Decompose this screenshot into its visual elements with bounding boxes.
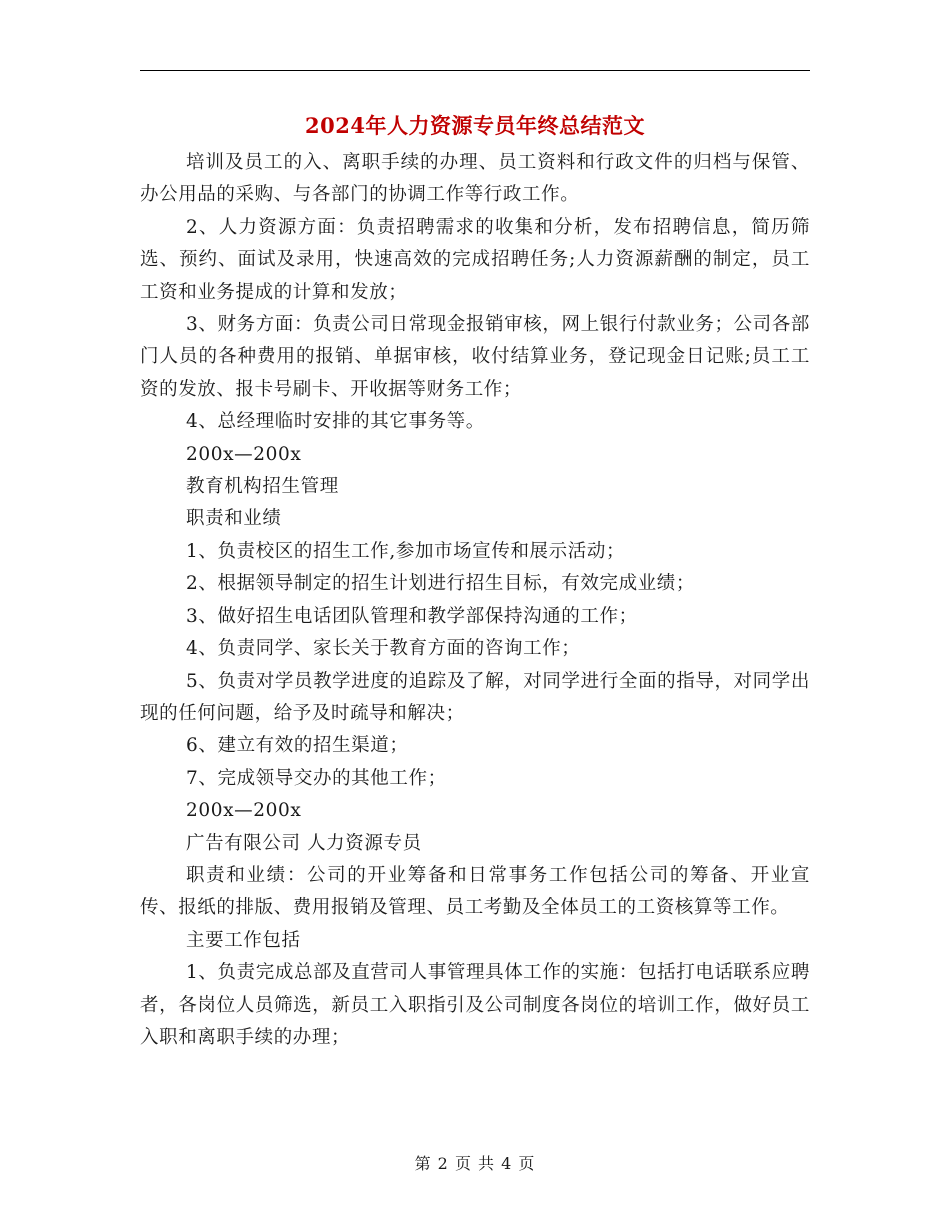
paragraph-7: 职责和业绩 <box>186 508 282 530</box>
paragraph-2: 2、人力资源方面：负责招聘需求的收集和分析，发布招聘信息，简历筛选、预约、面试及录用，快速高效的完成招聘任务;人力资源薪酬的制定，员工工资和业务提成的计算和发放； <box>140 216 810 303</box>
paragraph-9: 2、根据领导制定的招生计划进行招生目标，有效完成业绩； <box>186 573 695 595</box>
paragraph-4: 4、总经理临时安排的其它事务等。 <box>186 411 485 433</box>
paragraph-5: 200x—200x <box>186 443 302 465</box>
paragraph-11: 4、负责同学、家长关于教育方面的咨询工作； <box>186 638 581 660</box>
header-rule <box>140 70 810 71</box>
paragraph-3: 3、财务方面：负责公司日常现金报销审核，网上银行付款业务；公司各部门人员的各种费用的报销、单据审核，收付结算业务，登记现金日记账;员工工资的发放、报卡号刷卡、开收据等财务工作； <box>140 314 810 400</box>
paragraph-17: 职责和业绩：公司的开业筹备和日常事务工作包括公司的筹备、开业宣传、报纸的排版、费用报销及管理、员工考勤及全体员工的工资核算等工作。 <box>140 864 810 919</box>
paragraph-1: 培训及员工的入、离职手续的办理、员工资料和行政文件的归档与保管、办公用品的采购、与各部门的协调工作等行政工作。 <box>140 152 810 206</box>
paragraph-8: 1、负责校区的招生工作,参加市场宣传和展示活动； <box>186 540 626 562</box>
paragraph-10: 3、做好招生电话团队管理和教学部保持沟通的工作； <box>186 605 638 627</box>
paragraph-14: 7、完成领导交办的其他工作； <box>186 767 447 789</box>
paragraph-13: 6、建立有效的招生渠道； <box>186 735 409 757</box>
paragraph-18: 主要工作包括 <box>186 929 301 951</box>
document-body <box>140 147 810 1054</box>
paragraph-16: 广告有限公司 人力资源专员 <box>186 832 422 854</box>
paragraph-12: 5、负责对学员教学进度的追踪及了解，对同学进行全面的指导，对同学出现的任何问题，给予及时疏导和解决； <box>140 670 810 724</box>
paragraph-15: 200x—200x <box>186 800 302 822</box>
paragraph-19: 1、负责完成总部及直营司人事管理具体工作的实施：包括打电话联系应聘者，各岗位人员筛选，新员工入职指引及公司制度各岗位的培训工作，做好员工入职和离职手续的办理； <box>140 962 810 1048</box>
document-title: 2024年人力资源专员年终总结范文 <box>305 113 645 138</box>
paragraph-6: 教育机构招生管理 <box>186 476 339 498</box>
page-number-footer: 第 2 页 共 4 页 <box>414 1154 536 1173</box>
